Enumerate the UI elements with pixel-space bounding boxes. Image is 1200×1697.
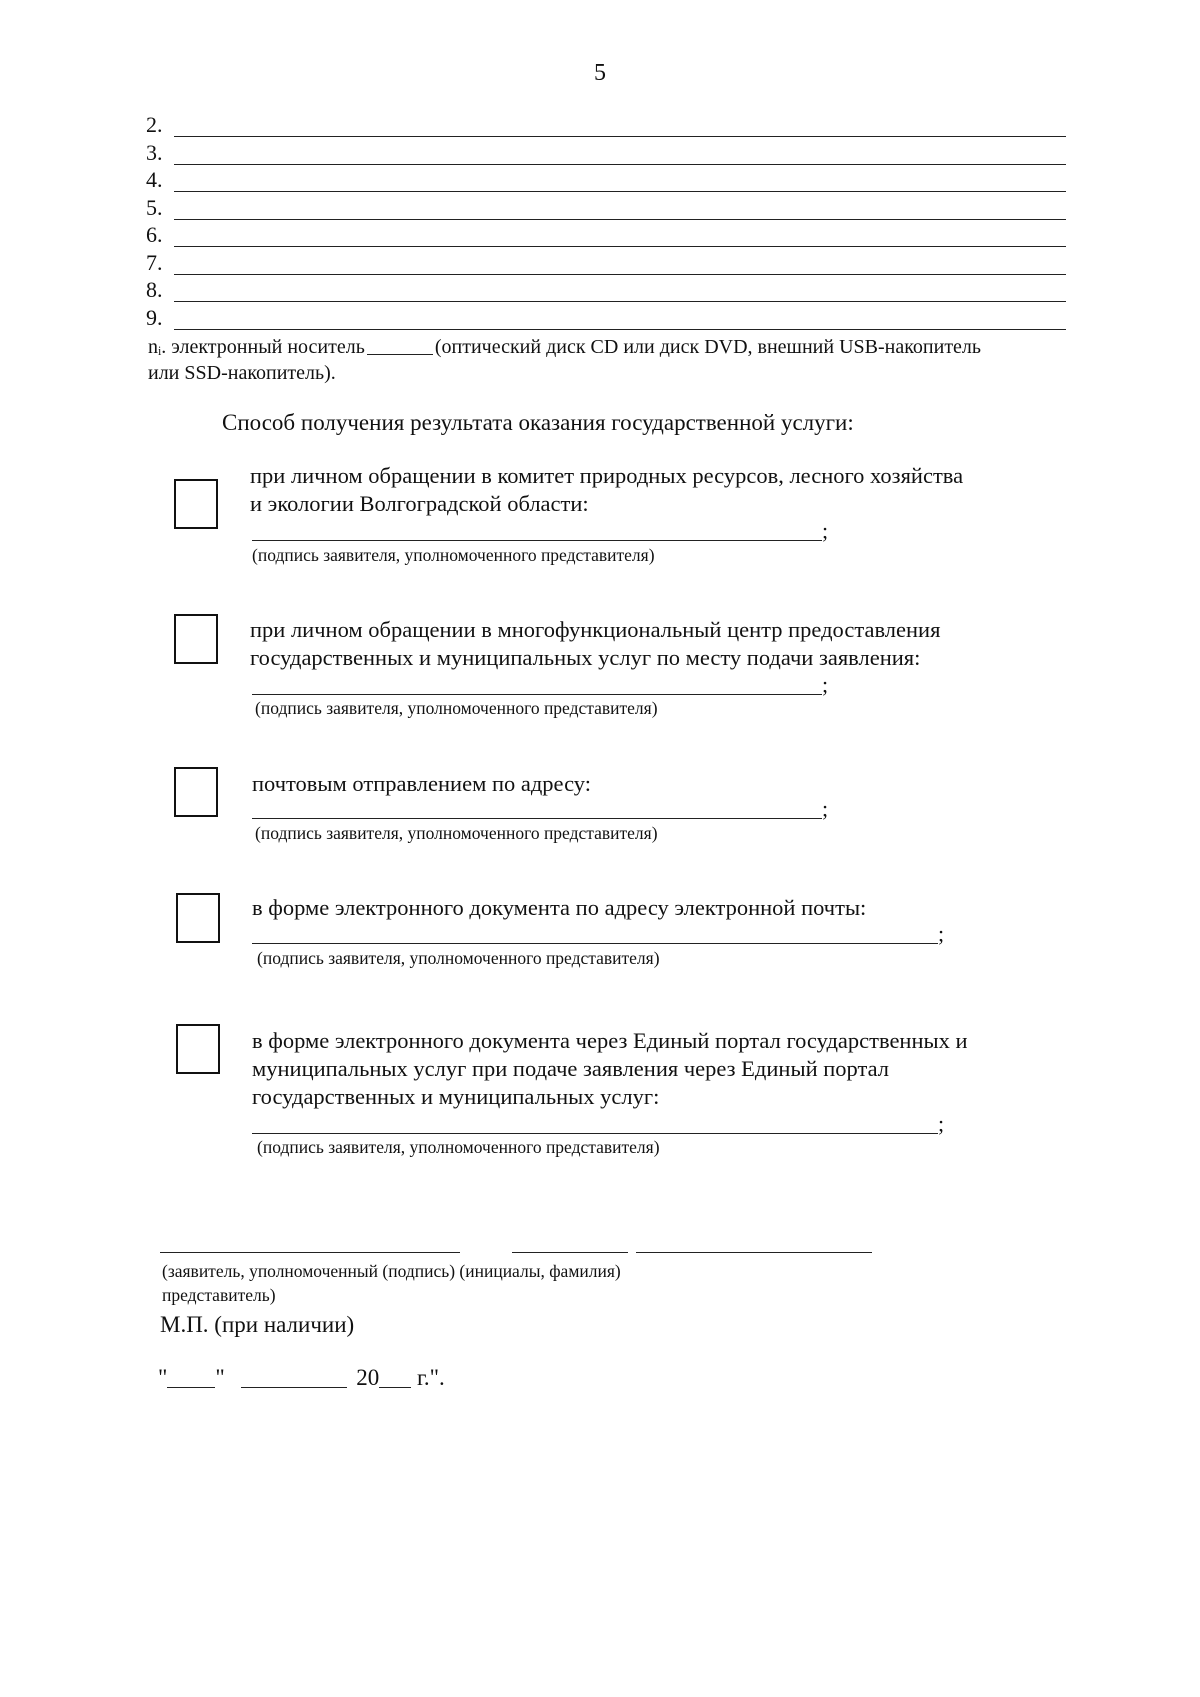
option-text-line: почтовым отправлением по адресу:	[252, 771, 591, 796]
semicolon: ;	[938, 1111, 945, 1136]
list-item-number: 7.	[146, 249, 163, 275]
option-text-line: и экологии Волгоградской области:	[250, 491, 589, 516]
footer-caption: (заявитель, уполномоченный (подпись) (инициалы, фамилия)	[162, 1261, 621, 1281]
year-blank[interactable]	[379, 1367, 411, 1388]
fill-line[interactable]	[174, 191, 1066, 192]
electronic-media-label: nᵢ. электронный носитель	[148, 336, 365, 358]
list-item-number: 8.	[146, 277, 163, 302]
signature-caption: (подпись заявителя, уполномоченного представителя)	[252, 545, 655, 565]
media-count-blank[interactable]	[367, 336, 433, 355]
electronic-media-line	[148, 336, 981, 359]
fill-line[interactable]	[174, 246, 1066, 247]
footer-caption-continuation: представитель)	[162, 1285, 276, 1305]
list-item-number: 2.	[146, 112, 163, 137]
initials-surname-line[interactable]	[636, 1252, 872, 1253]
option-text-line: государственных и муниципальных услуг:	[252, 1084, 660, 1109]
fill-line[interactable]	[174, 219, 1066, 220]
signature-caption: (подпись заявителя, уполномоченного представителя)	[257, 1137, 660, 1157]
year-prefix: 20	[356, 1365, 380, 1390]
list-item	[146, 277, 1066, 305]
numbered-list	[146, 112, 1066, 332]
list-item	[146, 222, 1066, 250]
page-number: 5	[594, 60, 606, 86]
list-item	[146, 195, 1066, 223]
option-text-line: при личном обращении в многофункциональный центр предоставления	[250, 617, 941, 642]
option-checkbox-committee[interactable]	[174, 479, 218, 529]
signature-line[interactable]	[512, 1252, 628, 1253]
semicolon: ;	[822, 518, 829, 543]
signature-line[interactable]	[252, 818, 822, 819]
list-item	[146, 112, 1066, 140]
semicolon: ;	[822, 796, 829, 821]
date-line	[158, 1365, 445, 1391]
option-text-post	[252, 770, 591, 798]
electronic-media-continuation: или SSD-накопитель).	[148, 362, 336, 384]
option-text-email	[252, 894, 866, 922]
list-item	[146, 140, 1066, 168]
signature-line[interactable]	[252, 1133, 938, 1134]
fill-line[interactable]	[174, 301, 1066, 302]
option-text-line: государственных и муниципальных услуг по месту подачи заявления:	[250, 645, 921, 670]
option-checkbox-post[interactable]	[174, 767, 218, 817]
option-text-committee	[250, 462, 963, 518]
list-item	[146, 167, 1066, 195]
day-blank[interactable]	[167, 1367, 215, 1388]
date-close-quote: "	[215, 1365, 225, 1390]
fill-line[interactable]	[174, 136, 1066, 137]
signature-caption: (подпись заявителя, уполномоченного представителя)	[257, 948, 660, 968]
date-open-quote: "	[158, 1365, 168, 1390]
list-item	[146, 305, 1066, 333]
fill-line[interactable]	[174, 274, 1066, 275]
month-blank[interactable]	[241, 1367, 347, 1388]
list-item-number: 9.	[146, 304, 163, 330]
option-checkbox-email[interactable]	[176, 893, 220, 943]
applicant-line[interactable]	[160, 1252, 460, 1253]
option-text-line: в форме электронного документа по адресу электронной почты:	[252, 895, 867, 920]
list-item-number: 6.	[146, 222, 163, 247]
signature-line[interactable]	[252, 943, 938, 944]
stamp-note: М.П. (при наличии)	[160, 1312, 355, 1337]
option-text-mfc	[250, 616, 940, 672]
fill-line[interactable]	[174, 329, 1066, 330]
method-heading: Способ получения результата оказания государственной услуги:	[222, 410, 854, 435]
option-text-portal	[252, 1027, 968, 1111]
option-checkbox-portal[interactable]	[176, 1024, 220, 1074]
semicolon: ;	[938, 921, 945, 946]
signature-line[interactable]	[252, 694, 822, 695]
list-item-number: 4.	[146, 167, 163, 192]
semicolon: ;	[822, 672, 829, 697]
signature-caption: (подпись заявителя, уполномоченного представителя)	[255, 823, 658, 843]
list-item	[146, 250, 1066, 278]
signature-caption: (подпись заявителя, уполномоченного представителя)	[255, 698, 658, 718]
signature-line[interactable]	[252, 540, 822, 541]
date-suffix: г.".	[417, 1365, 445, 1390]
option-text-line: муниципальных услуг при подаче заявления через Единый портал	[252, 1056, 889, 1081]
list-item-number: 5.	[146, 194, 163, 220]
option-text-line: при личном обращении в комитет природных ресурсов, лесного хозяйства	[250, 463, 964, 488]
fill-line[interactable]	[174, 164, 1066, 165]
list-item-number: 3.	[146, 139, 163, 165]
option-checkbox-mfc[interactable]	[174, 614, 218, 664]
option-text-line: в форме электронного документа через Единый портал государственных и	[252, 1028, 968, 1053]
electronic-media-description: (оптический диск CD или диск DVD, внешний USB-накопитель	[434, 336, 982, 358]
